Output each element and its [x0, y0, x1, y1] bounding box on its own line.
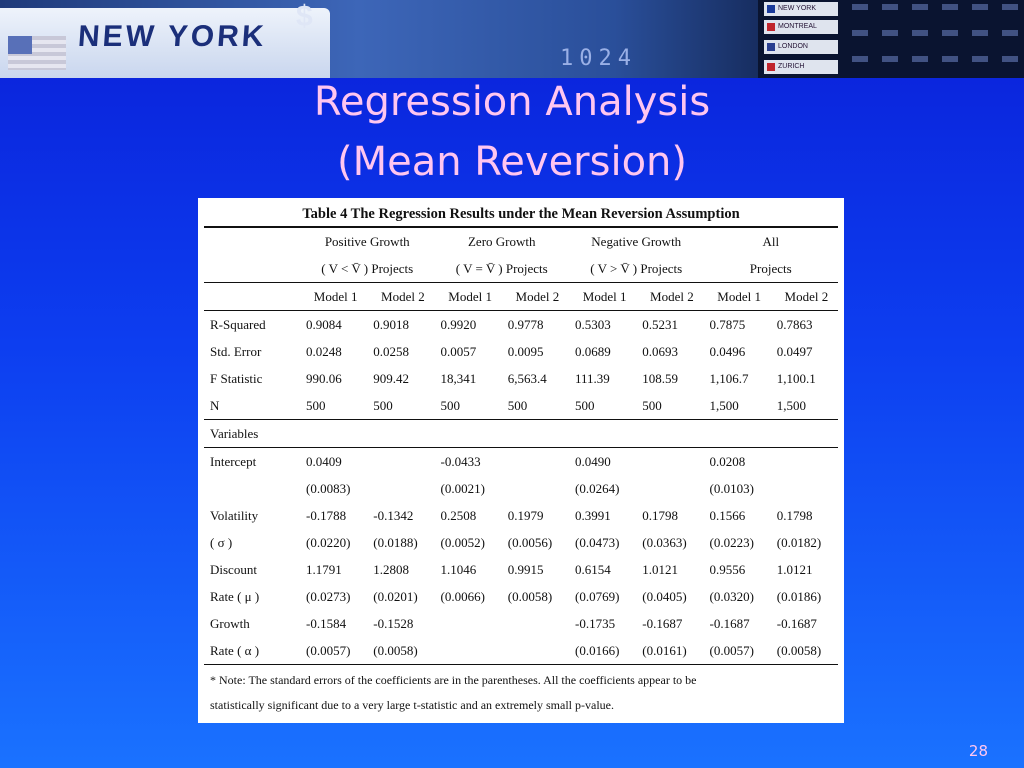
table-row	[204, 311, 838, 339]
variables-header-row	[204, 420, 838, 448]
table-cell: (0.0220)	[306, 534, 351, 550]
table-cell: 909.42	[373, 370, 409, 386]
model-header-row	[204, 283, 838, 311]
header-blank-cell	[204, 255, 300, 283]
table-cell: -0.1528	[373, 615, 414, 631]
table-cell: (0.0166)	[575, 642, 620, 658]
table-row	[204, 475, 838, 502]
table-cell: 0.0689	[575, 343, 611, 359]
table-cell: 0.3991	[575, 507, 611, 523]
table-cell	[367, 475, 434, 502]
us-flag-icon	[8, 36, 66, 70]
table-row	[204, 529, 838, 556]
model-header-cell: Model 1	[300, 283, 367, 311]
board-row	[764, 60, 838, 74]
table-cell: (0.0223)	[709, 534, 754, 550]
model-header-cell: Model 1	[435, 283, 502, 311]
table-cell	[367, 448, 434, 476]
table-cell: (0.0405)	[642, 588, 687, 604]
row-label: N	[204, 392, 300, 420]
slide-title-line1: Regression Analysis	[313, 79, 711, 125]
row-label: F Statistic	[210, 370, 263, 386]
table-cell: 0.0258	[373, 343, 409, 359]
table-cell	[636, 475, 703, 502]
group-header-cell: Negative Growth	[569, 228, 704, 256]
model-header-cell: Model 2	[502, 283, 569, 311]
table-cell: 1.2808	[373, 561, 409, 577]
model-header-cell: Model 1	[704, 283, 771, 311]
table-cell: -0.0433	[440, 453, 481, 469]
table-cell: 1,500	[704, 392, 771, 420]
table-cell: 111.39	[575, 370, 610, 386]
table-cell: (0.0021)	[440, 480, 485, 496]
header-blank-cell	[204, 283, 300, 311]
city-sign	[0, 8, 330, 78]
table-cell: (0.0058)	[507, 588, 553, 604]
table-cell: 0.6154	[575, 561, 611, 577]
table-cell: 0.9915	[507, 561, 544, 577]
table-cell: 0.7875	[709, 316, 746, 332]
table-cell: -0.1735	[575, 615, 616, 631]
table-cell: (0.0066)	[440, 588, 485, 604]
board-row	[764, 2, 838, 16]
table-cell: 1,100.1	[776, 370, 816, 386]
table-cell: 18,341	[440, 370, 477, 386]
table-cell: 0.1798	[642, 507, 678, 523]
table-cell	[502, 610, 569, 637]
table-cell: -0.1687	[642, 615, 683, 631]
dollar-sign-icon: $	[296, 0, 313, 33]
table-cell: 0.0248	[306, 343, 342, 359]
table-cell: -0.1687	[709, 615, 750, 631]
header-blank-cell	[204, 228, 300, 256]
board-city-label: MONTREAL	[778, 23, 817, 30]
row-label: Intercept	[210, 453, 257, 469]
table-row	[204, 338, 838, 365]
row-label: Discount	[210, 561, 257, 577]
table-cell	[435, 637, 502, 664]
table-cell: (0.0103)	[709, 480, 754, 496]
table-cell: (0.0057)	[709, 642, 754, 658]
group-header-row	[204, 255, 838, 283]
board-rate-digits	[846, 4, 1022, 74]
table-cell: 990.06	[306, 370, 342, 386]
table-cell: 500	[569, 392, 636, 420]
table-cell: 0.9778	[507, 316, 544, 332]
model-header-cell: Model 2	[367, 283, 434, 311]
table-cell: (0.0083)	[306, 480, 351, 496]
table-cell: 0.9084	[306, 316, 342, 332]
table-cell: (0.0058)	[373, 642, 418, 658]
table-row	[204, 448, 838, 476]
table-cell: (0.0161)	[642, 642, 687, 658]
table-cell: -0.1584	[306, 615, 347, 631]
regression-table	[204, 227, 838, 664]
table-cell: 0.0490	[575, 453, 611, 469]
row-label: Std. Error	[210, 343, 262, 359]
table-cell: 1.1046	[440, 561, 477, 577]
row-label: Growth	[210, 615, 250, 631]
table-cell	[502, 637, 569, 664]
table-cell: 6,563.4	[507, 370, 547, 386]
table-cell: 1.0121	[776, 561, 813, 577]
board-city-label: NEW YORK	[778, 5, 816, 12]
table-row	[204, 610, 838, 637]
note-line-1: * Note: The standard errors of the coefficients are in the parentheses. All the coefficients appear to be	[210, 673, 697, 687]
table-cell: 1,106.7	[709, 370, 749, 386]
table-cell: 0.9920	[440, 316, 477, 332]
group-header-row	[204, 228, 838, 256]
table-cell	[502, 475, 569, 502]
table-note	[204, 664, 838, 719]
table-cell: 0.2508	[440, 507, 477, 523]
table-cell: 0.0095	[507, 343, 544, 359]
table-cell: -0.1342	[373, 507, 414, 523]
table-cell: 0.0496	[709, 343, 746, 359]
table-cell: 0.0208	[709, 453, 746, 469]
table-cell: 1.0121	[642, 561, 678, 577]
table-cell: 108.59	[642, 370, 678, 386]
table-caption: Table 4 The Regression Results under the Mean Reversion Assumption	[204, 202, 838, 227]
table-cell: (0.0320)	[709, 588, 754, 604]
table-cell: 0.9556	[709, 561, 746, 577]
table-cell	[771, 448, 838, 476]
row-label: R-Squared	[210, 316, 266, 332]
board-row	[764, 20, 838, 34]
row-label: ( σ )	[210, 534, 233, 550]
note-line-2: statistically significant due to a very large t-statistic and an extremely small p-value.	[210, 698, 614, 712]
table-cell	[771, 475, 838, 502]
table-cell: -0.1788	[306, 507, 347, 523]
table-cell: 0.1798	[776, 507, 813, 523]
model-header-cell: Model 1	[569, 283, 636, 311]
table-cell: (0.0201)	[373, 588, 418, 604]
group-header-cell: Positive Growth	[300, 228, 435, 256]
table-row	[204, 556, 838, 583]
row-label: Rate ( α )	[210, 642, 260, 658]
table-cell	[435, 610, 502, 637]
row-label: Rate ( μ )	[210, 588, 260, 604]
slide-title-line2: (Mean Reversion)	[336, 139, 688, 185]
table-cell: 1.1791	[306, 561, 342, 577]
table-cell: 500	[435, 392, 502, 420]
ticker-digits: 1024	[560, 46, 637, 71]
group-header-cell: ( V > V̄ ) Projects	[590, 260, 683, 276]
exchange-board	[758, 0, 1024, 78]
table-row	[204, 583, 838, 610]
table-cell: (0.0186)	[776, 588, 822, 604]
table-cell: 1,500	[771, 392, 838, 420]
table-cell: (0.0056)	[507, 534, 553, 550]
table-cell: (0.0769)	[575, 588, 620, 604]
table-cell: 0.9018	[373, 316, 409, 332]
table-row	[204, 365, 838, 392]
table-cell: 0.0497	[776, 343, 813, 359]
table-row	[204, 637, 838, 664]
table-cell: (0.0182)	[776, 534, 822, 550]
city-sign-text: NEW YORK	[76, 20, 268, 53]
table-cell: 0.7863	[776, 316, 813, 332]
table-cell: 0.1566	[709, 507, 746, 523]
table-cell: 500	[636, 392, 703, 420]
table-row	[204, 392, 838, 420]
page-number: 28	[968, 742, 988, 760]
table-cell: (0.0264)	[575, 480, 620, 496]
header-banner-photo	[0, 0, 1024, 78]
model-header-cell: Model 2	[771, 283, 838, 311]
table-cell: 0.5303	[575, 316, 611, 332]
table-cell: (0.0058)	[776, 642, 822, 658]
board-row	[764, 40, 838, 54]
group-header-cell: Projects	[749, 260, 792, 276]
table-cell: (0.0188)	[373, 534, 418, 550]
table-cell: 500	[367, 392, 434, 420]
table-cell	[502, 448, 569, 476]
table-cell: 0.1979	[507, 507, 544, 523]
table-cell: 500	[502, 392, 569, 420]
row-label: Volatility	[210, 507, 259, 523]
table-cell: -0.1687	[776, 615, 817, 631]
table-cell: 500	[300, 392, 367, 420]
model-header-cell: Model 2	[636, 283, 703, 311]
group-header-cell: ( V < V̄ ) Projects	[321, 260, 414, 276]
board-city-label: ZURICH	[778, 63, 805, 70]
table-cell: (0.0273)	[306, 588, 351, 604]
table-cell: 0.0057	[440, 343, 477, 359]
table-cell: 0.0409	[306, 453, 342, 469]
group-header-cell: Zero Growth	[435, 228, 570, 256]
table-cell: 0.0693	[642, 343, 678, 359]
row-label	[204, 475, 300, 502]
table-row	[204, 502, 838, 529]
board-city-label: LONDON	[778, 43, 808, 50]
group-header-cell: All	[704, 228, 839, 256]
table-cell: (0.0057)	[306, 642, 351, 658]
variables-label: Variables	[204, 420, 838, 448]
group-header-cell: ( V = V̄ ) Projects	[455, 260, 548, 276]
table-cell: (0.0363)	[642, 534, 687, 550]
regression-table-figure	[198, 198, 844, 723]
table-cell: 0.5231	[642, 316, 678, 332]
table-cell: (0.0473)	[575, 534, 620, 550]
table-cell: (0.0052)	[440, 534, 485, 550]
table-cell	[636, 448, 703, 476]
